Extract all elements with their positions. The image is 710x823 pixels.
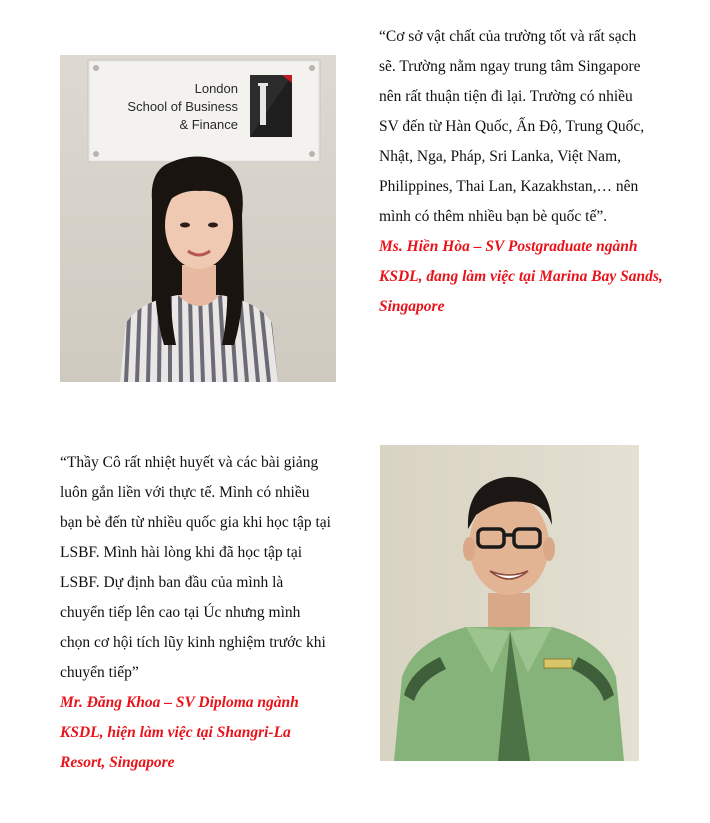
portrait-man-illustration [380,445,639,761]
quote-line: luôn gắn liền với thực tế. Mình có nhiều [60,484,310,501]
attribution-line: KSDL, hiện làm việc tại Shangri-La [60,724,291,741]
attribution-line: Mr. Đăng Khoa – SV Diploma ngành [60,694,299,711]
testimonial-1-attribution [379,232,663,322]
quote-line: SV đến từ Hàn Quốc, Ấn Độ, Trung Quốc, [379,118,645,135]
portrait-woman-illustration [60,55,336,382]
quote-line: chọn cơ hội tích lũy kinh nghiệm trước khi [60,634,326,651]
quote-line: Philippines, Thai Lan, Kazakhstan,… nên [379,178,639,195]
quote-line: Nhật, Nga, Pháp, Sri Lanka, Việt Nam, [379,148,621,165]
sign-text-line-1: London [194,81,238,96]
quote-line: mình có thêm nhiều bạn bè quốc tế”. [379,208,608,225]
attribution-line: Resort, Singapore [60,754,175,771]
quote-line: sẽ. Trường nằm ngay trung tâm Singapore [379,58,641,75]
testimonial-2-photo [380,445,639,761]
sign-text-line-2: School of Business [127,99,238,114]
quote-line: “Thầy Cô rất nhiệt huyết và các bài giảng [60,454,319,471]
quote-line: “Cơ sở vật chất của trường tốt và rất sạch [379,28,637,45]
quote-line: nên rất thuận tiện đi lại. Trường có nhiều [379,88,633,105]
lsbf-logo [250,75,292,137]
testimonial-1-photo [60,55,336,382]
testimonial-2-quote [60,448,331,688]
attribution-line: Singapore [379,298,445,315]
quote-line: chuyển tiếp” [60,664,139,681]
quote-line: LSBF. Dự định ban đầu của mình là [60,574,284,591]
attribution-line: KSDL, đang làm việc tại Marina Bay Sands, [379,268,663,285]
testimonial-2-attribution [60,688,299,778]
name-badge [544,659,572,668]
testimonial-1-quote [379,22,644,232]
attribution-line: Ms. Hiền Hòa – SV Postgraduate ngành [379,238,638,255]
quote-line: chuyển tiếp lên cao tại Úc nhưng mình [60,604,301,621]
quote-line: bạn bè đến từ nhiều quốc gia khi học tập tại [60,514,331,531]
quote-line: LSBF. Mình hài lòng khi đã học tập tại [60,544,303,561]
sign-text-line-3: & Finance [179,117,238,132]
